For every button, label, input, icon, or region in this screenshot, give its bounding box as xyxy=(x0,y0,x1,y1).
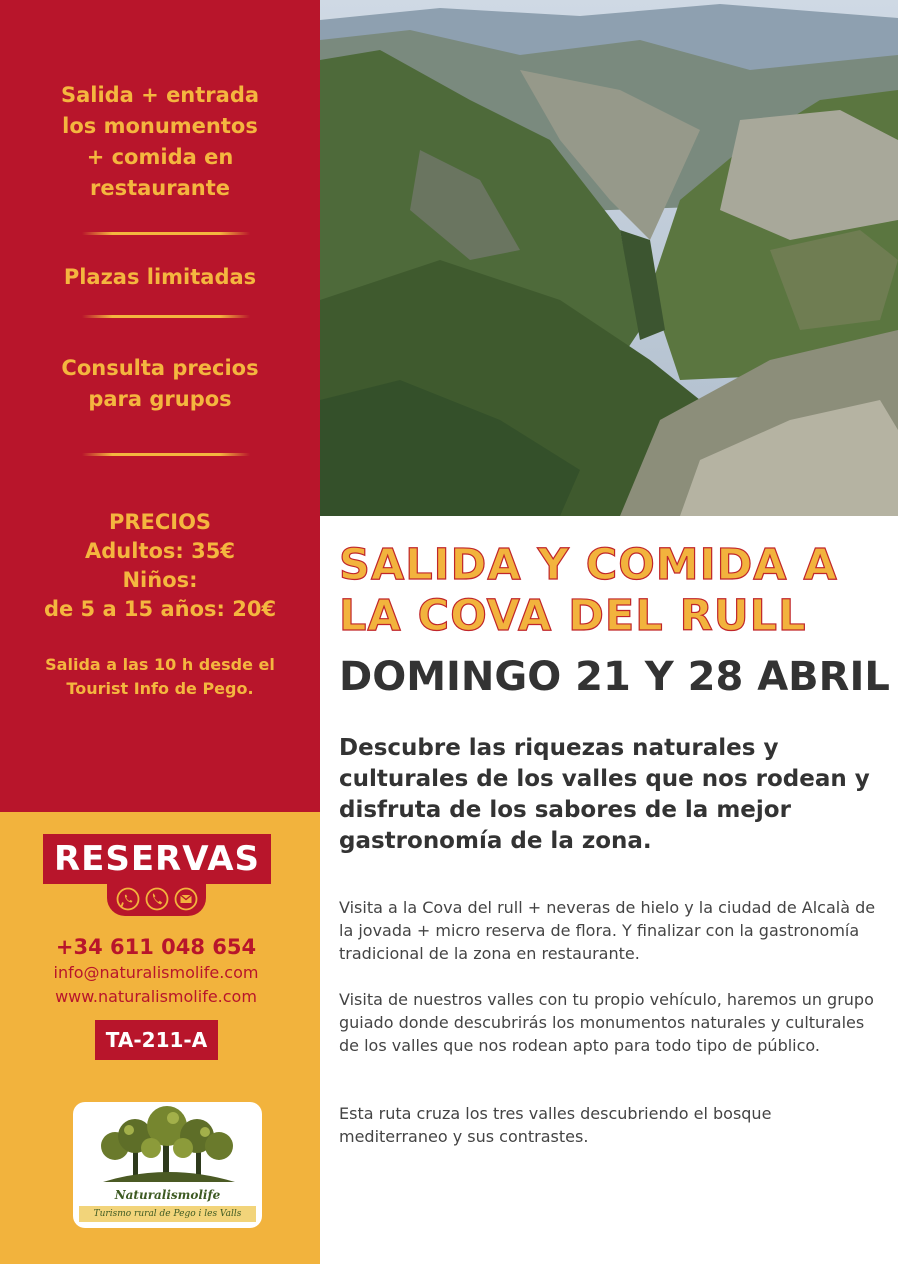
divider xyxy=(82,453,250,456)
description-paragraph: Visita de nuestros valles con tu propio vehículo, haremos un grupo guiado donde descubrirás los monumentos naturales y culturales de los valles que nos rodean apto para todo tipo de público. xyxy=(339,990,874,1055)
contact-icons xyxy=(107,881,206,916)
divider xyxy=(82,232,250,235)
logo-name: Naturalismolife xyxy=(114,1188,221,1202)
phone-icon[interactable] xyxy=(145,887,169,911)
precios-block xyxy=(0,508,320,624)
plazas-limitadas: Plazas limitadas xyxy=(63,265,257,289)
license-badge: TA-211-A xyxy=(95,1020,218,1060)
event-title: SALIDA Y COMIDA A LA COVA DEL RULL xyxy=(339,540,838,641)
contact-website[interactable]: www.naturalismolife.com xyxy=(55,987,257,1006)
trees-logo-icon xyxy=(93,1106,243,1188)
divider xyxy=(82,315,250,318)
whatsapp-icon[interactable] xyxy=(116,887,140,911)
precio-adultos: Adultos: 35€ xyxy=(85,539,235,563)
logo-tagline: Turismo rural de Pego i les Valls xyxy=(79,1206,256,1222)
salida-summary: Salida + entrada los monumentos + comida en restaurante xyxy=(60,83,260,200)
horario-salida: Salida a las 10 h desde el Tourist Info de Pego. xyxy=(45,655,275,698)
precios-title: PRECIOS xyxy=(108,510,212,534)
description-paragraph: Visita a la Cova del rull + neveras de hielo y la ciudad de Alcalà de la jovada + micro reserva de flora. Y finalizar con la gastronomía tradicional de la zona en restaurante. xyxy=(339,898,876,963)
mountain-gorge-image xyxy=(320,0,898,516)
event-date: DOMINGO 21 Y 28 ABRIL xyxy=(339,654,890,700)
contact-phone[interactable]: +34 611 048 654 xyxy=(55,935,257,959)
precio-ninos-label: Niños: xyxy=(122,568,198,592)
contact-email[interactable]: info@naturalismolife.com xyxy=(53,963,259,982)
reservas-label: RESERVAS xyxy=(43,834,271,884)
naturalismolife-logo xyxy=(73,1102,262,1228)
intro-text: Descubre las riquezas naturales y culturales de los valles que nos rodean y disfruta de los sabores de la mejor gastronomía de la zona. xyxy=(339,735,870,854)
email-icon[interactable] xyxy=(174,887,198,911)
consulta-precios: Consulta precios para grupos xyxy=(61,356,259,411)
description-paragraph: Esta ruta cruza los tres valles descubriendo el bosque mediterraneo y sus contrastes. xyxy=(339,1104,772,1146)
landscape-photo xyxy=(320,0,898,516)
precio-ninos: de 5 a 15 años: 20€ xyxy=(43,597,277,621)
